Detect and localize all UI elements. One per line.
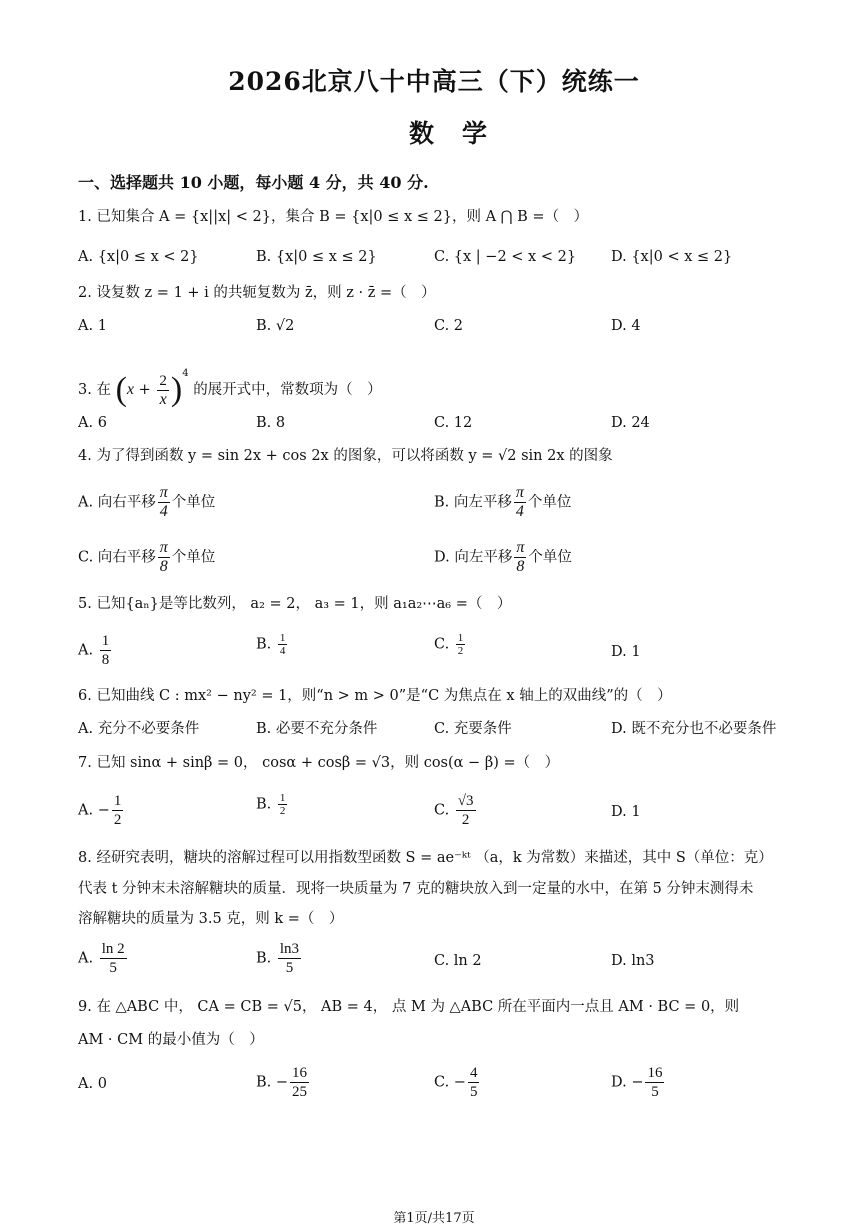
fraction	[100, 632, 112, 669]
option-b	[434, 484, 571, 521]
fraction	[645, 1064, 664, 1101]
question-number: 8.	[78, 850, 92, 866]
option-c	[78, 539, 215, 576]
question-8-line-1	[78, 848, 773, 868]
option-d: D. 4	[611, 318, 641, 334]
denominator: 4	[515, 503, 524, 520]
option-c: C. {x | −2 < x < 2}	[434, 249, 577, 265]
option-label: D. 向左平移	[434, 549, 513, 566]
minus-sign: −	[275, 1074, 289, 1091]
denominator: 5	[651, 1084, 659, 1100]
fraction	[290, 1064, 309, 1101]
option-label: C.	[434, 802, 450, 819]
minus-sign: −	[453, 1074, 466, 1091]
numerator: 1	[113, 793, 122, 809]
plus-sign: +	[138, 382, 151, 398]
option-d: D. ln3	[611, 953, 655, 969]
numerator: 1	[279, 792, 286, 804]
option-label: A.	[78, 950, 94, 967]
question-number: 4.	[78, 448, 92, 464]
fraction	[158, 539, 170, 576]
numerator: π	[516, 539, 525, 556]
denominator: 8	[516, 558, 525, 575]
option-label: B.	[256, 1074, 272, 1091]
fraction	[100, 940, 127, 977]
question-text: 为了得到函数 y = sin 2x + cos 2x 的图象，可以将函数 y = √2 sin 2x 的图象	[96, 448, 613, 464]
option-a	[78, 484, 215, 521]
question-8-line-2: 代表 t 分钟末未溶解糖块的质量．现将一块质量为 7 克的糖块放入到一定量的水中，在第 5 分钟末测得未	[78, 881, 754, 897]
denominator: 2	[457, 645, 464, 657]
subject-title: 数学	[408, 119, 515, 148]
question-text: 已知曲线 C : mx² − ny² = 1，则“n > m > 0”是“C 为焦点在 x 轴上的双曲线”的（ ）	[96, 688, 672, 704]
denominator: 4	[159, 503, 168, 520]
question-number: 9.	[78, 999, 92, 1015]
question-9-line-2: AM · CM 的最小值为（ ）	[78, 1032, 264, 1048]
right-paren: )	[170, 371, 183, 408]
option-label: B. 向左平移	[434, 494, 512, 511]
fraction	[157, 372, 169, 409]
numerator: π	[515, 484, 524, 501]
option-a: A. 0	[78, 1076, 107, 1092]
denominator: 2	[461, 812, 470, 828]
question-text: 在 △ABC 中， CA = CB = √5， AB = 4， 点 M 为 △ABC 所在平面内一点且 AM · BC = 0，则	[96, 999, 740, 1015]
denominator: 5	[109, 960, 117, 976]
denominator: 25	[292, 1084, 308, 1100]
option-a	[78, 940, 129, 977]
denominator: x	[159, 390, 167, 408]
fraction	[456, 792, 476, 829]
option-b	[256, 632, 289, 657]
option-c	[434, 1064, 481, 1101]
option-b: B. 必要不充分条件	[256, 721, 378, 737]
question-6	[78, 686, 672, 706]
fraction	[278, 632, 288, 657]
option-a: A. 充分不必要条件	[78, 721, 200, 737]
denominator: 5	[469, 1084, 478, 1100]
option-label: B.	[256, 636, 272, 653]
question-text: 已知{aₙ}是等比数列， a₂ = 2， a₃ = 1，则 a₁a₂⋯a₆ =（ ）	[96, 596, 512, 612]
fraction	[278, 940, 301, 977]
option-a	[78, 632, 113, 669]
fraction	[456, 632, 466, 657]
question-number: 3.	[78, 382, 92, 398]
option-d	[434, 539, 572, 576]
numerator: π	[159, 484, 168, 501]
denominator: 2	[113, 812, 122, 828]
option-d	[611, 1064, 666, 1101]
section-heading: 一、选择题共 10 小题，每小题 4 分，共 40 分.	[78, 173, 429, 192]
question-7	[78, 753, 559, 773]
option-a: A. {x|0 ≤ x < 2}	[78, 249, 199, 265]
numerator: √3	[457, 793, 474, 809]
denominator: 4	[279, 645, 286, 657]
denominator: 8	[101, 652, 110, 668]
option-b	[256, 792, 289, 817]
question-number: 2.	[78, 285, 92, 301]
option-b: B. {x|0 ≤ x ≤ 2}	[256, 249, 377, 265]
fraction	[468, 1064, 480, 1101]
question-number: 5.	[78, 596, 92, 612]
question-text-suffix: 的展开式中，常数项为（ ）	[193, 382, 382, 398]
left-paren: (	[115, 371, 127, 408]
question-text: 设复数 z = 1 + i 的共轭复数为 z̄，则 z · z̄ =（ ）	[96, 285, 436, 301]
fraction	[158, 484, 170, 521]
numerator: 16	[292, 1065, 308, 1081]
option-d: D. 24	[611, 415, 650, 431]
numerator: π	[159, 539, 168, 556]
option-c: C. 2	[434, 318, 464, 334]
option-d: D. {x|0 < x ≤ 2}	[611, 249, 733, 265]
option-c	[434, 792, 478, 829]
option-b	[256, 940, 303, 977]
page-title: 2026北京八十中高三（下）统练一	[228, 67, 640, 96]
option-label: B.	[256, 796, 272, 813]
numerator: 1	[279, 632, 286, 644]
question-text: 经研究表明，糖块的溶解过程可以用指数型函数 S = ae⁻ᵏᵗ （a，k 为常数）来描述，其中 S（单位：克）	[96, 850, 773, 866]
denominator: 8	[159, 558, 168, 575]
option-d: D. 1	[611, 804, 641, 820]
fraction	[278, 792, 288, 817]
question-9-line-1	[78, 997, 739, 1017]
option-b	[256, 1064, 311, 1101]
fraction	[514, 539, 526, 576]
question-number: 1.	[78, 209, 92, 225]
question-3	[78, 352, 382, 412]
question-5	[78, 594, 511, 614]
exponent: 4	[182, 368, 189, 379]
option-a: A. 6	[78, 415, 107, 431]
question-number: 6.	[78, 688, 92, 704]
option-d: D. 既不充分也不必要条件	[611, 721, 777, 737]
option-unit: 个单位	[171, 549, 216, 566]
denominator: 2	[279, 805, 286, 817]
option-label: C. 向右平移	[78, 549, 156, 566]
question-2	[78, 283, 436, 303]
math-var: x	[126, 381, 134, 398]
option-c: C. ln 2	[434, 953, 482, 969]
option-c	[434, 632, 467, 657]
question-4	[78, 446, 613, 466]
numerator: 2	[159, 372, 167, 389]
numerator: 16	[647, 1065, 663, 1081]
option-label: D.	[611, 1074, 627, 1091]
option-b: B. √2	[256, 318, 295, 334]
denominator: 5	[285, 960, 294, 976]
option-label: A.	[78, 642, 94, 659]
minus-sign: −	[97, 802, 110, 819]
option-b: B. 8	[256, 415, 286, 431]
option-d: D. 1	[611, 644, 641, 660]
option-label: A.	[78, 802, 94, 819]
option-a: A. 1	[78, 318, 107, 334]
numerator: 1	[457, 632, 464, 644]
option-label: B.	[256, 950, 272, 967]
minus-sign: −	[631, 1074, 644, 1091]
question-text: 已知 sinα + sinβ = 0， cosα + cosβ = √3，则 cos(α − β) =（ ）	[96, 755, 560, 771]
option-a	[78, 792, 125, 829]
option-label: A. 向右平移	[78, 494, 156, 511]
numerator: ln 2	[101, 941, 125, 957]
question-text-prefix: 在	[96, 382, 111, 398]
question-8-line-3: 溶解糖块的质量为 3.5 克，则 k =（ ）	[78, 911, 344, 927]
option-label: C.	[434, 636, 450, 653]
fraction	[514, 484, 526, 521]
question-number: 7.	[78, 755, 92, 771]
option-unit: 个单位	[527, 494, 572, 511]
option-c: C. 充要条件	[434, 721, 512, 737]
option-c: C. 12	[434, 415, 473, 431]
option-label: C.	[434, 1074, 450, 1091]
question-text: 已知集合 A = {x||x| < 2}，集合 B = {x|0 ≤ x ≤ 2}，则 A ⋂ B =（ ）	[96, 209, 589, 225]
option-unit: 个单位	[528, 549, 572, 566]
fraction	[112, 792, 124, 829]
question-1	[78, 207, 588, 227]
numerator: 1	[101, 633, 110, 649]
numerator: 4	[469, 1065, 478, 1081]
numerator: ln3	[279, 941, 300, 957]
page-footer: 第1页/共17页	[393, 1211, 475, 1226]
option-unit: 个单位	[171, 494, 216, 511]
